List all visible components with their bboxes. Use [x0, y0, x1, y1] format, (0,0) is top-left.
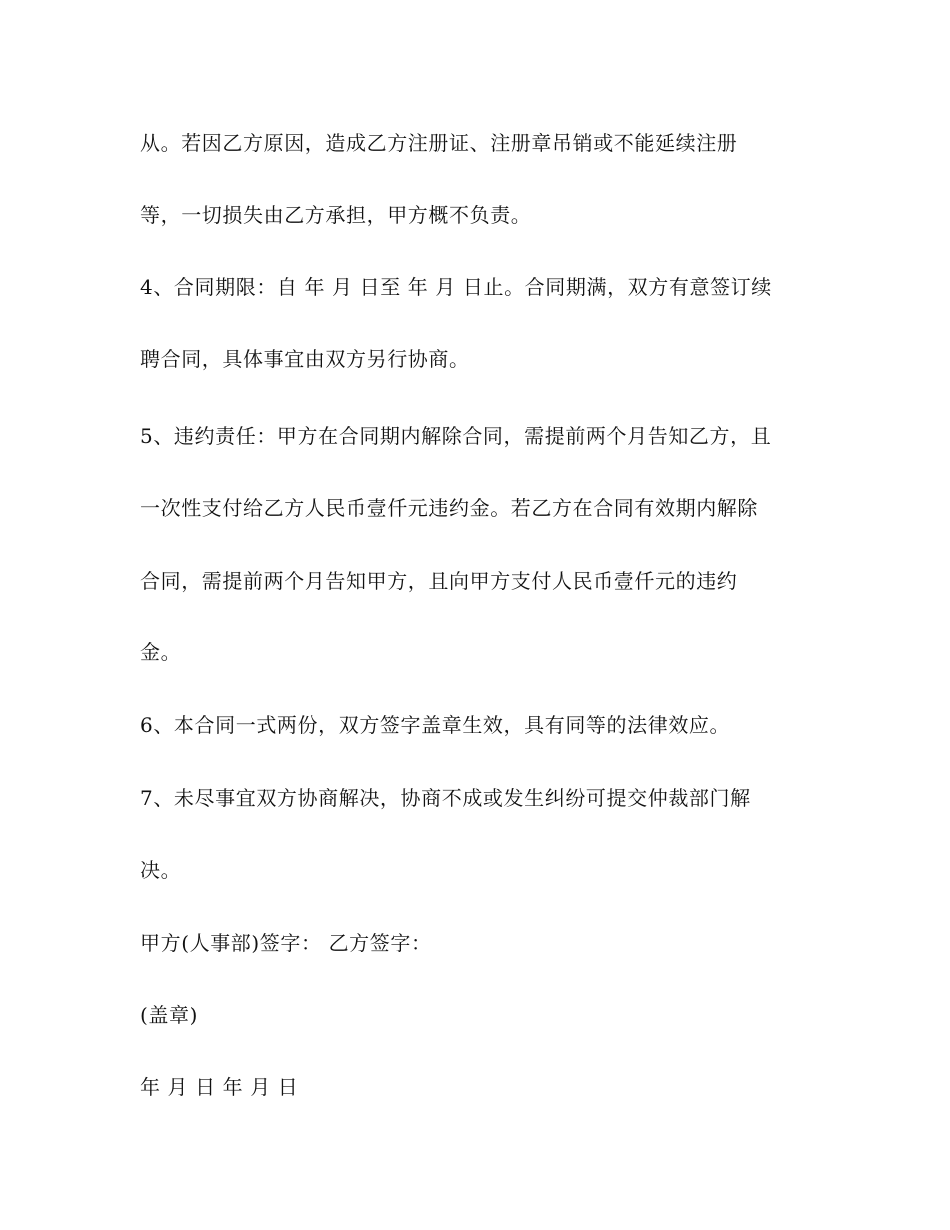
signature-line: 甲方(人事部)签字： 乙方签字： [140, 931, 432, 955]
clause-5-line-3: 合同，需提前两个月告知甲方，且向甲方支付人民币壹仟元的违约 [140, 569, 738, 593]
text-line-1: 从。若因乙方原因，造成乙方注册证、注册章吊销或不能延续注册 [140, 131, 738, 155]
clause-5-line-4: 金。 [140, 640, 182, 664]
clause-4-line-1: 4、合同期限：自 年 月 日至 年 月 日止。合同期满，双方有意签订续 [140, 275, 772, 299]
clause-7-line-2: 决。 [140, 858, 182, 882]
clause-7-line-1: 7、未尽事宜双方协商解决，协商不成或发生纠纷可提交仲裁部门解 [140, 786, 751, 810]
clause-4-line-2: 聘合同，具体事宜由双方另行协商。 [140, 347, 470, 371]
date-line: 年 月 日 年 月 日 [140, 1075, 299, 1099]
clause-5-line-2: 一次性支付给乙方人民币壹仟元违约金。若乙方在合同有效期内解除 [140, 496, 758, 520]
seal-line: (盖章) [140, 1003, 199, 1027]
text-line-2: 等，一切损失由乙方承担，甲方概不负责。 [140, 203, 532, 227]
clause-5-line-1: 5、违约责任：甲方在合同期内解除合同，需提前两个月告知乙方，且 [140, 424, 772, 448]
clause-6-line-1: 6、本合同一式两份，双方签字盖章生效，具有同等的法律效应。 [140, 713, 731, 737]
